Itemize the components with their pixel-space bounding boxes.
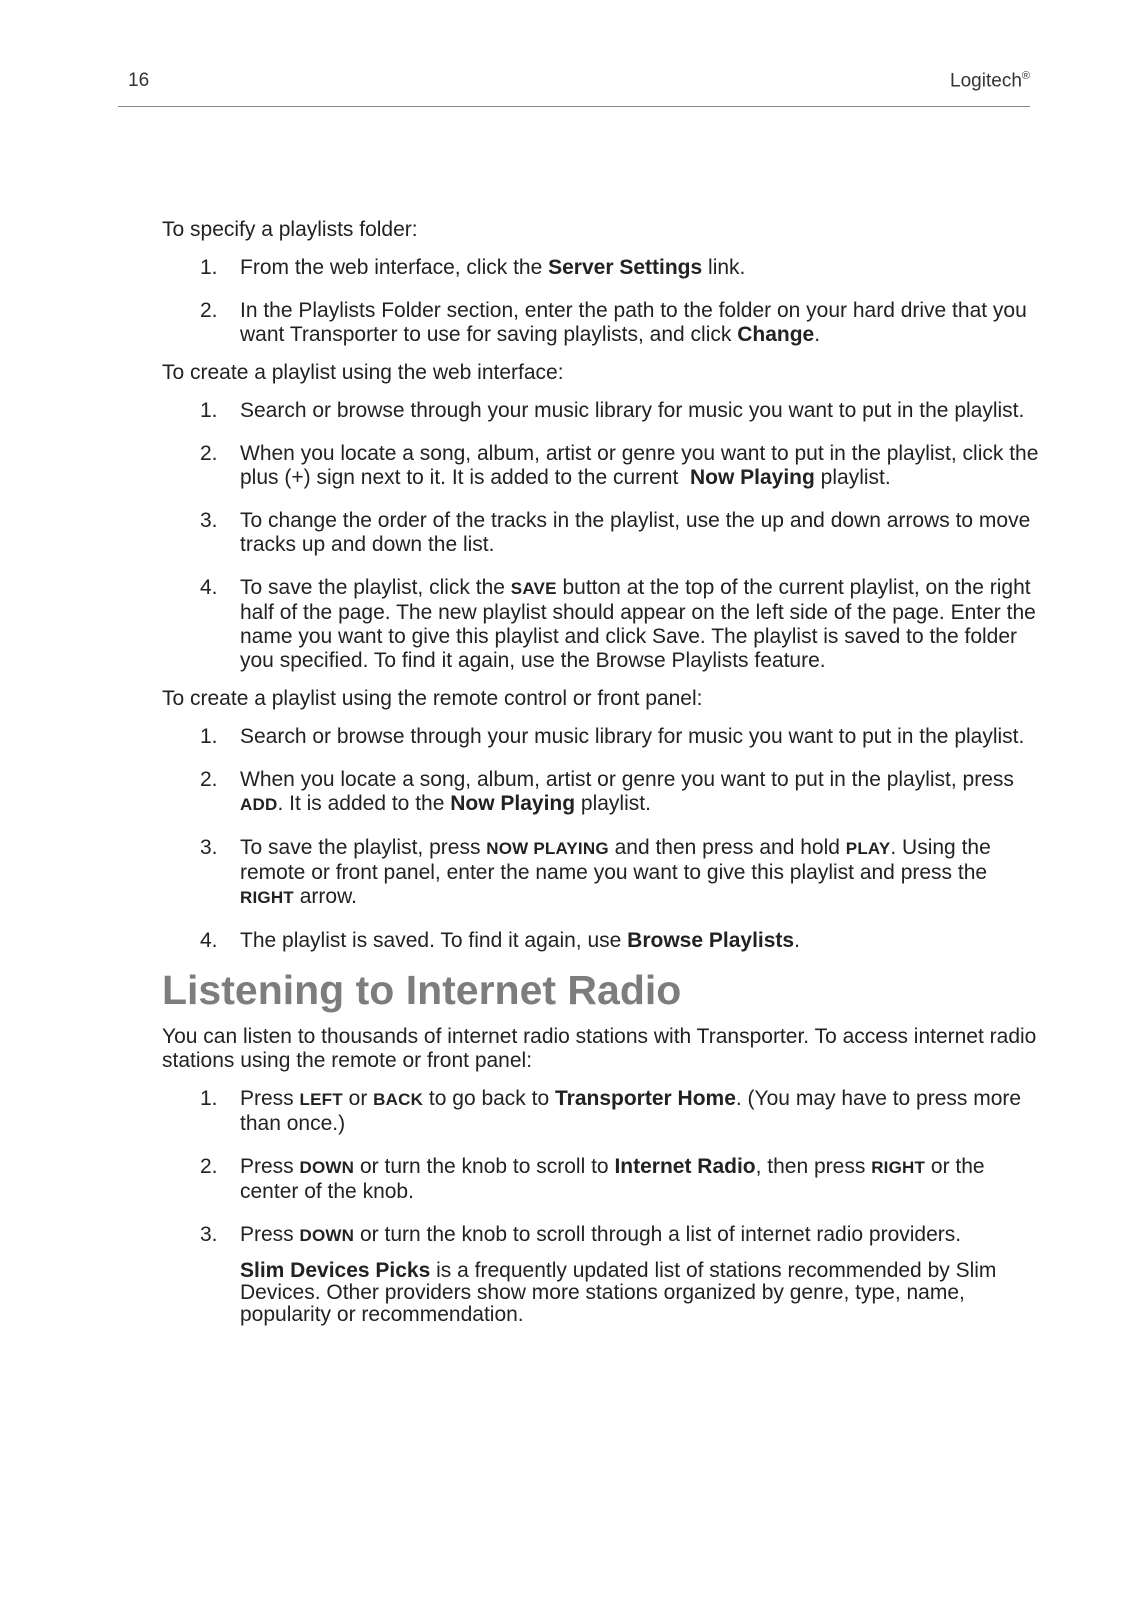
step-text: , then press	[755, 1155, 872, 1178]
step-number: 2.	[200, 299, 218, 322]
playlists-folder-intro: To specify a playlists folder:	[162, 218, 418, 241]
step-text: To save the playlist, click the	[240, 576, 511, 599]
step-text: playlist.	[814, 466, 891, 489]
step-text: arrow.	[293, 885, 357, 908]
step-text: To save the playlist, press	[240, 836, 487, 859]
brand-name	[950, 70, 1030, 92]
list-item	[162, 442, 1045, 490]
step-text: button at the top of the current playlist, on the right half of the page. The new playlist should appear on the left side of the page. Enter the name you want to give this playlist and click Save. The playlist is saved to the folder you specified. To find it again, use the Browse Playlists feature.	[240, 576, 1036, 672]
providers-note	[162, 1260, 1042, 1326]
step-text: Search or browse through your music library for music you want to put in the playlist.	[240, 725, 1025, 748]
list-item	[162, 768, 1042, 817]
radio-intro: You can listen to thousands of internet radio stations with Transporter. To access internet radio stations using the remote or front panel:	[162, 1025, 1037, 1072]
step-number: 3.	[200, 1223, 218, 1246]
step-text: In the Playlists Folder section, enter the path to the folder on your hard drive that you want Transporter to use for saving playlists, and click	[240, 299, 1027, 346]
step-text: . It is added to the	[277, 792, 451, 815]
step-text: To change the order of the tracks in the playlist, use the up and down arrows to move tracks up and down the list.	[240, 509, 1031, 556]
step-number: 2.	[200, 442, 218, 465]
page-number: 16	[128, 70, 150, 91]
list-item	[162, 399, 1042, 423]
remote-playlist-steps	[162, 725, 1042, 953]
step-number: 3.	[200, 509, 218, 532]
key-label: RIGHT	[240, 888, 294, 907]
step-text: to go back to	[423, 1087, 555, 1110]
list-item	[162, 1155, 1042, 1204]
step-text: or	[342, 1087, 374, 1110]
list-item	[162, 299, 1042, 347]
step-number: 3.	[200, 836, 218, 859]
step-text: .	[814, 323, 821, 346]
list-item	[162, 1087, 1042, 1136]
step-text: or turn the knob to scroll through a list of internet radio providers.	[354, 1223, 962, 1246]
step-number: 1.	[200, 725, 218, 748]
ui-term: Now Playing	[450, 792, 576, 815]
step-text: and then press and hold	[608, 836, 846, 859]
step-text: . Using the remote or front panel, enter the name you want to give this playlist and press the	[240, 836, 991, 884]
step-number: 1.	[200, 256, 218, 279]
list-item	[162, 256, 1042, 280]
step-text: The playlist is saved. To find it again, use	[240, 929, 628, 952]
key-label: ADD	[240, 795, 278, 814]
step-number: 4.	[200, 576, 218, 599]
step-text: When you locate a song, album, artist or genre you want to put in the playlist, click the plus (+) sign next to it. It is added to the current	[240, 442, 1045, 489]
list-item	[162, 929, 1042, 953]
key-label: DOWN	[299, 1158, 355, 1177]
key-label: LEFT	[299, 1090, 343, 1109]
key-label: PLAY	[845, 839, 891, 858]
playlists-folder-steps	[162, 256, 1042, 347]
list-item	[162, 836, 1042, 910]
ui-term: Browse Playlists	[627, 929, 795, 952]
brand-text: Logitech	[950, 70, 1022, 92]
step-number: 4.	[200, 929, 218, 952]
step-text: Press	[240, 1155, 300, 1178]
registered-mark: ®	[1021, 70, 1030, 82]
step-text: playlist.	[575, 792, 651, 815]
radio-steps	[162, 1087, 1042, 1248]
step-text: From the web interface, click the	[240, 256, 549, 279]
step-text: link.	[702, 256, 746, 279]
page-header	[118, 70, 1030, 107]
step-number: 1.	[200, 1087, 218, 1110]
ui-term: Slim Devices Picks	[240, 1259, 431, 1282]
note-text: is a frequently updated list of stations recommended by Slim Devices. Other providers show more stations organized by genre, type, name, popularity or recommendation.	[240, 1259, 997, 1326]
list-item	[162, 725, 1042, 749]
step-number: 2.	[200, 1155, 218, 1178]
web-playlist-intro: To create a playlist using the web interface:	[162, 361, 564, 384]
list-item	[162, 576, 1042, 673]
key-label: DOWN	[299, 1226, 355, 1245]
section-title: Listening to Internet Radio	[162, 967, 682, 1013]
page-content	[162, 218, 1045, 1347]
step-text: Press	[240, 1087, 300, 1110]
key-label: BACK	[373, 1090, 424, 1109]
ui-term: Now Playing	[689, 466, 815, 489]
step-text: .	[794, 929, 800, 952]
step-text: Search or browse through your music library for music you want to put in the playlist.	[240, 399, 1025, 422]
step-text: or the center of the knob.	[240, 1155, 985, 1203]
step-text: Press	[240, 1223, 300, 1246]
ui-term: Server Settings	[548, 256, 703, 279]
key-label: SAVE	[510, 579, 557, 598]
ui-term: Change	[737, 323, 815, 346]
key-label: NOW PLAYING	[486, 839, 609, 858]
step-number: 2.	[200, 768, 218, 791]
list-item	[162, 509, 1042, 557]
step-number: 1.	[200, 399, 218, 422]
list-item	[162, 1223, 1042, 1248]
step-text: or turn the knob to scroll to	[354, 1155, 615, 1178]
ui-term: Transporter Home	[555, 1087, 736, 1110]
step-text: . (You may have to press more than once.)	[240, 1087, 1022, 1135]
remote-playlist-intro: To create a playlist using the remote control or front panel:	[162, 687, 703, 710]
web-playlist-steps	[162, 399, 1045, 673]
key-label: RIGHT	[871, 1158, 926, 1177]
ui-term: Internet Radio	[614, 1155, 756, 1178]
step-text: When you locate a song, album, artist or genre you want to put in the playlist, press	[240, 768, 1014, 791]
